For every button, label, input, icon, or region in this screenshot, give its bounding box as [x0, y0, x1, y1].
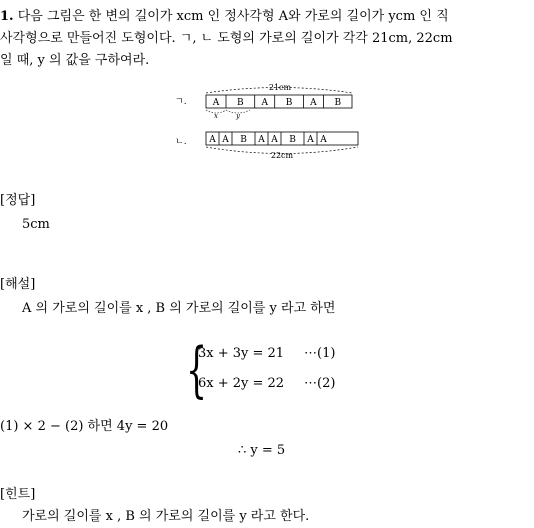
system-brace: { — [186, 335, 208, 405]
explanation-step: (1) × 2 − (2) 하면 4y = 20 — [0, 419, 169, 434]
cell-label-a: A — [209, 135, 216, 145]
equation-2-tag: ⋯(2) — [304, 376, 336, 391]
problem-line-2: 사각형으로 만들어진 도형이다. ㄱ, ㄴ 도형의 가로의 길이가 각각 21cm, 22cm — [0, 31, 453, 46]
hint-heading: [힌트] — [0, 487, 36, 502]
row-a-box — [206, 95, 352, 108]
answer-value: 5cm — [22, 217, 50, 232]
top-measure-label: 21cm — [268, 83, 292, 92]
bottom-measure-label: 22cm — [270, 151, 294, 160]
problem-number: 1. — [0, 9, 14, 24]
answer-heading: [정답] — [0, 193, 36, 208]
equation-1: 3x + 3y = 21 — [198, 346, 285, 361]
cell-label-a: A — [320, 135, 327, 145]
cell-label-b: B — [289, 135, 296, 145]
cell-label-a: A — [261, 98, 268, 108]
cell-label-a: A — [271, 135, 278, 145]
row-b-box — [206, 132, 358, 145]
figure-label-b: ㄴ. — [175, 137, 187, 147]
equation-system — [186, 335, 356, 405]
cell-label-a: A — [258, 135, 265, 145]
cell-label-a: A — [212, 98, 220, 108]
problem-line-1 — [0, 6, 449, 28]
cell-label-b: B — [237, 98, 244, 108]
problem-text-1: 다음 그림은 한 변의 길이가 xcm 인 정사각형 A와 가로의 길이가 ycm 인 직 — [17, 9, 449, 24]
equation-1-tag: ⋯(1) — [304, 346, 336, 361]
explanation-result: ∴ y = 5 — [238, 443, 286, 458]
problem-line-3: 일 때, y 의 값을 구하여라. — [0, 53, 150, 68]
cell-label-a: A — [307, 135, 314, 145]
figure-diagram — [170, 80, 370, 165]
explanation-intro: A 의 가로의 길이를 x , B 의 가로의 길이를 y 라고 하면 — [22, 301, 336, 316]
y-label: y — [236, 112, 240, 120]
explanation-heading: [해설] — [0, 277, 36, 292]
cell-label-a: A — [222, 135, 229, 145]
equation-2: 6x + 2y = 22 — [198, 376, 285, 391]
cell-label-b: B — [285, 98, 293, 108]
x-label: x — [214, 112, 218, 120]
hint-text: 가로의 길이를 x , B 의 가로의 길이를 y 라고 한다. — [22, 509, 310, 524]
figure-label-a: ㄱ. — [175, 97, 187, 107]
cell-label-b: B — [240, 135, 247, 145]
cell-label-a: A — [310, 98, 317, 108]
cell-label-b: B — [334, 98, 342, 108]
